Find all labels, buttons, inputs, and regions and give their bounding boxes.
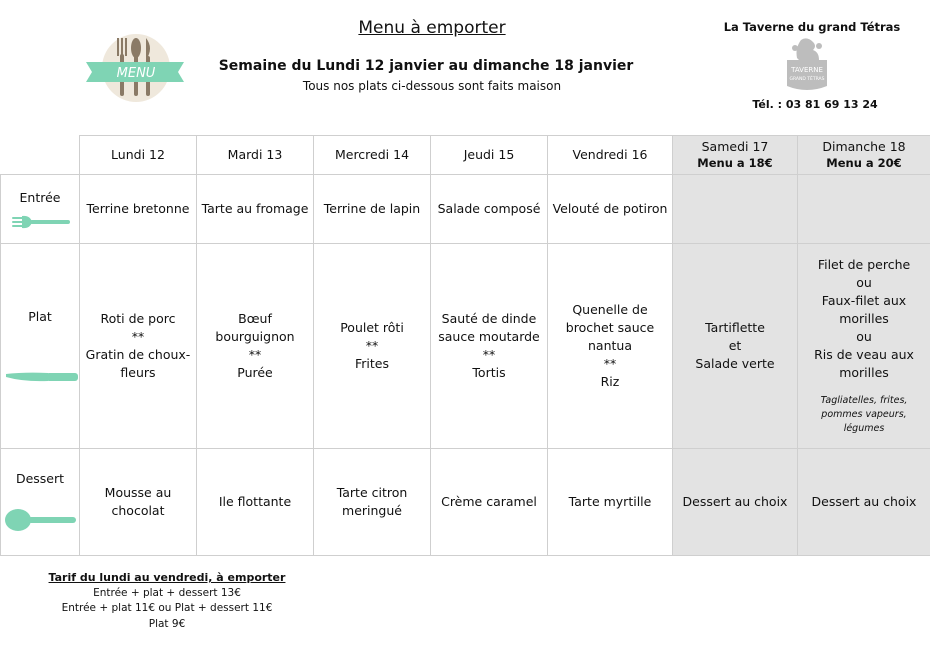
price-list [32,570,302,632]
entree-saturday [673,175,798,244]
restaurant-logo-line1: TAVERNE [791,66,823,74]
entree-wednesday: Terrine de lapin [314,175,431,244]
plat-friday [548,244,673,449]
day-header-sunday [798,136,930,175]
dish-line: Frites [355,356,389,371]
day-header-saturday [673,136,798,175]
menu-logo-text: MENU [116,66,156,81]
dish-separator: et [728,338,742,353]
day-header-tuesday: Mardi 13 [197,136,314,175]
subtitle: Tous nos plats ci-dessous sont faits maison [302,79,562,93]
entree-thursday: Salade composé [431,175,548,244]
menu-price: Menu a 20€ [826,156,902,170]
dish-separator: ** [131,329,145,344]
dessert-wednesday: Tarte citron meringué [314,449,431,556]
dish-line: Bœuf bourguignon [215,311,295,344]
dish-line: Tortis [472,365,506,380]
row-label-plat [1,244,80,449]
page-title: Menu à emporter [358,18,506,38]
dessert-tuesday: Ile flottante [197,449,314,556]
week-range: Semaine du Lundi 12 janvier au dimanche 18 janvier [218,58,634,74]
day-label: Samedi 17 [701,139,769,154]
plat-wednesday [314,244,431,449]
menu-price: Menu a 18€ [697,156,773,170]
restaurant-logo-line2: GRAND TÉTRAS [789,77,825,82]
sunday-side-note: Tagliatelles, frites, pommes vapeurs, légumes [820,395,908,434]
dessert-monday: Mousse au chocolat [80,449,197,556]
dish-line: Purée [237,365,273,380]
dish-line: Roti de porc [100,311,176,326]
dish-line: Poulet rôti [340,320,404,335]
dish-line: Quenelle de brochet sauce nantua [565,302,655,353]
dish-separator: ** [248,347,262,362]
dish-line: Riz [600,374,620,389]
restaurant-logo [781,36,833,94]
corner-cell [1,136,80,175]
day-header-wednesday: Mercredi 14 [314,136,431,175]
entree-monday: Terrine bretonne [80,175,197,244]
row-label-entree [1,175,80,244]
entree-tuesday: Tarte au fromage [197,175,314,244]
dish-separator: ou [856,329,872,344]
price-list-title: Tarif du lundi au vendredi, à emporter [48,571,286,584]
restaurant-name: La Taverne du grand Tétras [723,20,901,34]
entree-friday: Velouté de potiron [548,175,673,244]
plat-sunday [798,244,930,449]
dish-separator: ** [365,338,379,353]
plat-thursday [431,244,548,449]
dessert-friday: Tarte myrtille [548,449,673,556]
dessert-row [1,449,930,556]
entree-sunday [798,175,930,244]
dessert-thursday: Crème caramel [431,449,548,556]
row-label-dessert [1,449,80,556]
dessert-sunday: Dessert au choix [798,449,930,556]
entree-row [1,175,930,244]
plat-monday [80,244,197,449]
day-header-row [1,136,930,175]
dish-line: Ris de veau aux morilles [814,347,914,380]
dish-line: Gratin de choux-fleurs [85,347,191,380]
knife-icon [4,370,78,384]
plat-row [1,244,930,449]
menu-logo [84,30,188,106]
row-label-text: Dessert [15,471,65,486]
dish-line: Faux-filet aux morilles [821,293,907,326]
menu-table [0,135,930,556]
dish-line: Sauté de dinde sauce moutarde [438,311,540,344]
plat-saturday [673,244,798,449]
dessert-saturday: Dessert au choix [673,449,798,556]
dish-line: Tartiflette [705,320,765,335]
day-header-friday: Vendredi 16 [548,136,673,175]
day-label: Dimanche 18 [822,139,906,154]
row-label-text: Entrée [19,190,61,205]
dish-separator: ** [603,356,617,371]
dish-separator: ou [856,275,872,290]
dish-line: Salade verte [695,356,775,371]
day-header-monday: Lundi 12 [80,136,197,175]
price-line: Entrée + plat 11€ ou Plat + dessert 11€ [61,602,273,614]
day-header-thursday: Jeudi 15 [431,136,548,175]
price-line: Plat 9€ [148,617,186,630]
restaurant-phone: Tél. : 03 81 69 13 24 [752,98,878,111]
price-line: Entrée + plat + dessert 13€ [93,586,241,599]
dish-line: Filet de perche [817,257,911,272]
plat-tuesday [197,244,314,449]
dish-separator: ** [482,347,496,362]
spoon-icon [4,506,76,534]
fork-icon [10,215,70,229]
row-label-text: Plat [28,309,52,324]
